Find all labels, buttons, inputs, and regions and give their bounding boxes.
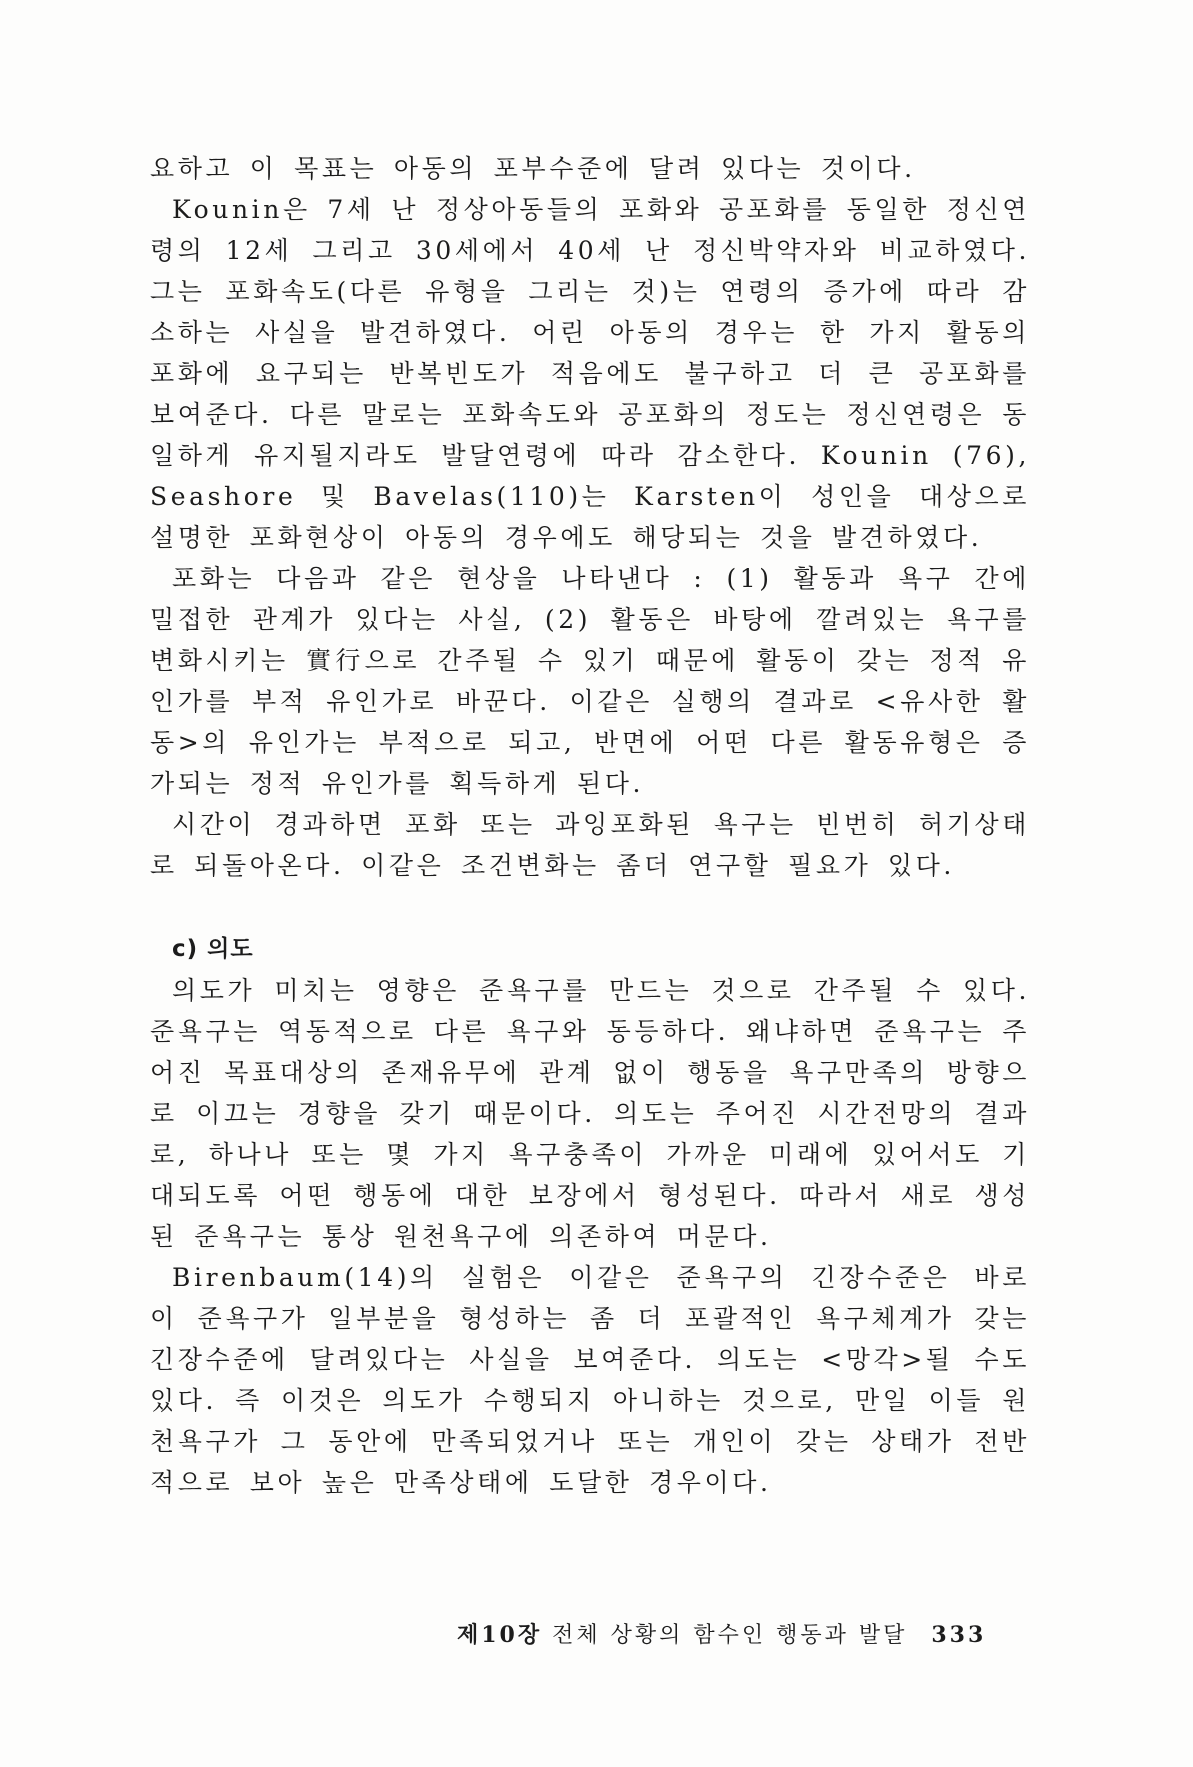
- page-number: 333: [931, 1622, 987, 1648]
- paragraph-kounin: Kounin은 7세 난 정상아동들의 포화와 공포화를 동일한 정신연령의 12세 그리고 30세에서 40세 난 정신박약자와 비교하였다. 그는 포화속도(다른 유형을 그리는 것)는 연령의 증가에 따라 감소하는 사실을 발견하였다. 어린 아동의 경우는 한 가지 활동의 포화에 요구되는 반복빈도가 적음에도 불구하고 더 큰 공포화를 보여준다. 다른 말로는 포화속도와 공포화의 정도는 정신연령은 동일하게 유지될지라도 발달연령에 따라 감소한다. Kounin (76), Seashore 및 Bavelas(110)는 Karsten이 성인을 대상으로 설명한 포화현상이 아동의 경우에도 해당되는 것을 발견하였다.: [150, 195, 1030, 552]
- paragraph-birenbaum: Birenbaum(14)의 실험은 이같은 준욕구의 긴장수준은 바로 이 준욕구가 일부분을 형성하는 좀 더 포괄적인 욕구체계가 갖는 긴장수준에 달려있다는 사실을 보여준다. 의도는 <망각>될 수도 있다. 즉 이것은 의도가 수행되지 아니하는 것으로, 만일 이들 원천욕구가 그 동안에 만족되었거나 또는 개인이 갖는 상태가 전반적으로 보아 높은 만족상태에 도달한 경우이다.: [150, 1263, 1030, 1497]
- paragraph-saturation: 포화는 다음과 같은 현상을 나타낸다 : (1) 활동과 욕구 간에 밀접한 관계가 있다는 사실, (2) 활동은 바탕에 깔려있는 욕구를 변화시키는 實行으로 간주될 수 있기 때문에 활동이 갖는 정적 유인가를 부적 유인가로 바꾼다. 이같은 실행의 결과로 <유사한 활동>의 유인가는 부적으로 되고, 반면에 어떤 다른 활동유형은 증가되는 정적 유인가를 획득하게 된다.: [150, 564, 1030, 798]
- footer-chapter: 제10장: [457, 1622, 543, 1648]
- paragraph-time: 시간이 경과하면 포화 또는 과잉포화된 욕구는 빈번히 허기상태로 되돌아온다. 이같은 조건변화는 좀더 연구할 필요가 있다.: [150, 810, 1030, 880]
- page-footer: [457, 1618, 1017, 1649]
- section-heading: c) 의도: [172, 936, 254, 962]
- paragraph-continued: 요하고 이 목표는 아동의 포부수준에 달려 있다는 것이다.: [150, 154, 916, 183]
- body-text: [150, 148, 1030, 1503]
- paragraph-intention: 의도가 미치는 영향은 준욕구를 만드는 것으로 간주될 수 있다. 준욕구는 역동적으로 다른 욕구와 동등하다. 왜냐하면 준욕구는 주어진 목표대상의 존재유무에 관계 없이 행동을 욕구만족의 방향으로 이끄는 경향을 갖기 때문이다. 의도는 주어진 시간전망의 결과로, 하나나 또는 몇 가지 욕구충족이 가까운 미래에 있어서도 기대되도록 어떤 행동에 대한 보장에서 형성된다. 따라서 새로 생성된 준욕구는 통상 원천욕구에 의존하여 머문다.: [150, 976, 1030, 1251]
- footer-title: 전체 상황의 함수인 행동과 발달: [552, 1623, 908, 1648]
